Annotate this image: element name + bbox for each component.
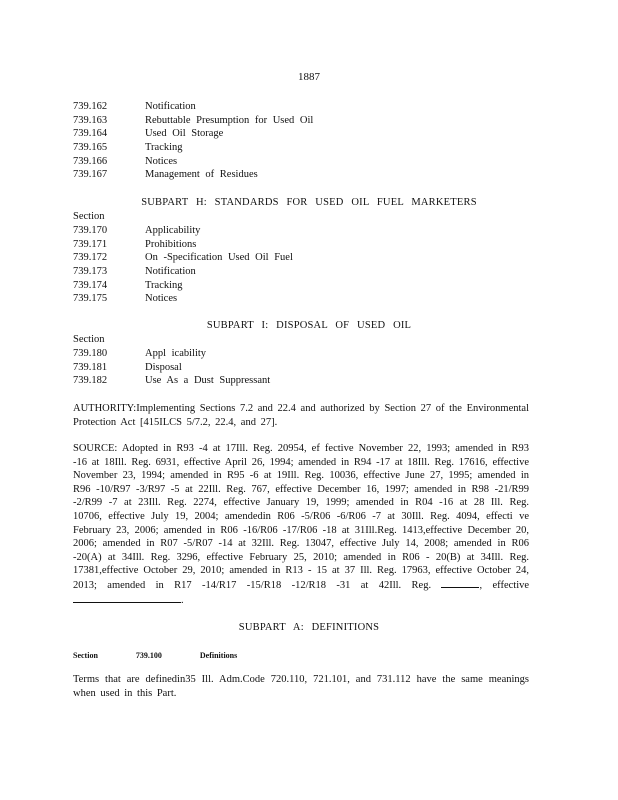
section-title: Rebuttable Presumption for Used Oil [145,114,314,126]
section-number: 739.163 [73,114,108,126]
section-title: On -Specification Used Oil Fuel [145,252,293,264]
section-title: Notification [145,101,196,112]
toc-row [73,224,553,238]
section-number: 739.170 [73,225,108,236]
source-end: . [181,594,184,606]
toc-row [73,168,553,182]
section-title: Applicability [145,225,201,236]
section-number: 739.180 [73,348,108,359]
section-title: Tracking [145,279,183,291]
section-number: 739.175 [73,293,108,305]
section-title: Notification [145,266,196,278]
source-text: SOURCE: Adopted in R93 -4 at 17Ill. Reg. 20954, ef fective November 22, 1993; amended in R93 -16 at 18Ill. Reg. 6931, effective April 26, 1994; amended in R94 -17 at 18Ill. Reg. 17616, effective November 23, 1994; amended in R95 -6 at 19Ill. Reg. 10036, effective June 27, 1995; amended in R96 -10/R97 -3/R97 -5 at 22Ill. Reg. 767, effective December 16, 1997; amended in R98 -21/R99 -2/R99 -7 at 23Ill. Reg. 2274, effective January 19, 1999; amended in R04 -16 at 28 Ill. Reg. 10706, effective July 19, 2004; amendedin R06 -5/R06 -6/R06 -7 at 30Ill. Reg. 4094, effecti ve February 23, 2006; amended in R06 -16/R06 -17/R06 -18 at 31Ill.Reg. 1413,effective December 20, 2006; amended in R07 -5/R07 -14 at 32Ill. Reg. 13047, effective July 14, 2008; amended in R06 -20(A) at 34Ill. Reg. 3296, effective February 25, 2010; amended in R06 - 20(B) at 34Ill. Reg. 17381,effective October 29, 2010; amended in R13 - 15 at 37 Ill. Reg. 17963, effective October 24, 2013; amended in R17 -14/R17 -15/R18 -12/R18 -31 at 42Ill. Reg. [73,443,529,591]
section-title: Management of Residues [145,169,258,181]
toc-row [73,347,553,361]
section-title: Tracking [145,142,183,154]
toc-row [73,141,553,155]
section-number: 739.181 [73,361,108,373]
toc-row [73,127,553,141]
section-list-general [73,100,553,182]
section-list-subpart-h [73,224,553,306]
toc-row [73,238,553,252]
section-number: 739.182 [73,375,108,387]
toc-row [73,374,553,388]
section-title: Notices [145,155,178,167]
section-number: 739.174 [73,279,108,291]
source-paragraph [73,442,529,607]
subpart-a-heading: SUBPART A: DEFINITIONS [238,622,380,633]
toc-row [73,292,553,306]
subpart-i-heading: SUBPART I: DISPOSAL OF USED OIL [206,320,412,331]
section-list-subpart-i [73,347,553,388]
section-title: Notices [145,293,178,305]
definition-paragraph: Terms that are definedin35 Ill. Adm.Code 720.110, 721.101, and 731.112 have the same meanings when used in this Part. [73,674,529,699]
authority-paragraph: AUTHORITY:Implementing Sections 7.2 and 22.4 and authorized by Section 27 of the Environmental Protection Act [415ILCS 5/7.2, 22.4, and 27]. [73,403,529,428]
section-number: 739.167 [73,169,108,181]
section-number: 739.165 [73,142,108,154]
section-title: Prohibitions [145,238,197,250]
toc-row [73,279,553,293]
def-section-title: Definitions [199,651,238,660]
section-label: Section [73,334,105,345]
toc-row [73,155,553,169]
page-number: 1887 [298,71,320,83]
section-number: 739.172 [73,252,108,264]
source-effective-label: , effective [479,579,530,591]
blank-line [73,593,181,603]
section-title: Used Oil Storage [145,128,224,140]
definitions-section-heading [73,649,257,663]
section-number: 739.173 [73,266,108,278]
def-section-number: 739.100 [135,651,162,660]
section-number: 739.164 [73,128,108,140]
toc-row [73,100,553,114]
toc-row [73,114,553,128]
toc-row [73,361,553,375]
section-number: 739.162 [73,101,108,112]
toc-row [73,251,553,265]
toc-row [73,265,553,279]
section-label: Section [73,211,105,222]
section-title: Appl icability [145,348,207,359]
def-section-label: Section [73,651,98,660]
section-title: Use As a Dust Suppressant [145,375,271,387]
subpart-h-heading: SUBPART H: STANDARDS FOR USED OIL FUEL MARKETERS [141,197,477,208]
section-number: 739.166 [73,155,108,167]
section-title: Disposal [145,361,182,373]
blank-line [441,578,479,588]
section-number: 739.171 [73,238,108,250]
